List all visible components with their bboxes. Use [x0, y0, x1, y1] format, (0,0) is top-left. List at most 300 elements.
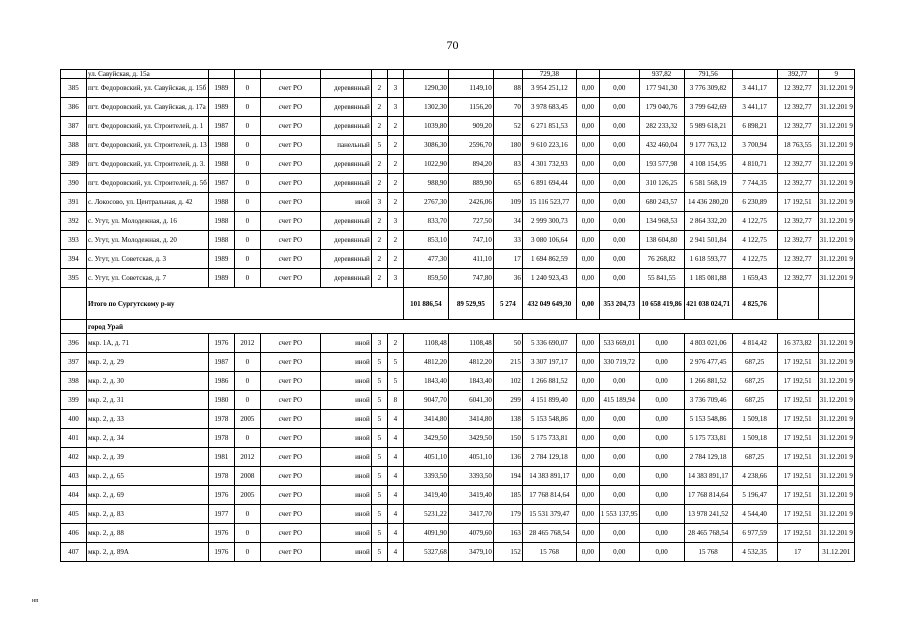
cell-ar2: 747,10	[448, 231, 493, 250]
cell-n: 386	[61, 98, 87, 117]
cell-c5: 6 898,21	[732, 117, 777, 136]
table-row	[61, 486, 855, 505]
cell-c3: 0,00	[639, 353, 684, 372]
cell-c4: 15 768	[684, 543, 732, 562]
cell-en: 2	[387, 334, 403, 353]
cell-rep: 2008	[234, 467, 260, 486]
cell-en: 3	[387, 79, 403, 98]
cell-ar: 9047,70	[403, 391, 448, 410]
cell-ar2: 3417,70	[448, 505, 493, 524]
cell-tot: 9 610 223,16	[522, 136, 576, 155]
cell-fl: 3	[371, 193, 387, 212]
cell-dt: 31.12.201 9	[818, 505, 854, 524]
cell-n: 385	[61, 79, 87, 98]
cell-ar: 477,30	[403, 250, 448, 269]
cell-fl: 5	[371, 467, 387, 486]
cell-c5: 4 122,75	[732, 212, 777, 231]
cell-method	[260, 70, 320, 79]
cell-tot: 3 978 683,45	[522, 98, 576, 117]
cell-ar2: 3479,10	[448, 543, 493, 562]
cell-c3: 0,00	[639, 524, 684, 543]
cell-c1: 0,00	[576, 391, 599, 410]
cell-tot: 14 383 891,17	[522, 467, 576, 486]
cell-dt: 31.12.201 9	[818, 231, 854, 250]
cell-ar2: 889,90	[448, 174, 493, 193]
cell-tot: 15 116 523,77	[522, 193, 576, 212]
cell-tot: 5 336 690,07	[522, 334, 576, 353]
cell-en: 4	[387, 543, 403, 562]
cell-method: счет РО	[260, 231, 320, 250]
cell-c4: 28 465 768,54	[684, 524, 732, 543]
cell-fl: 2	[371, 269, 387, 288]
cell-en: 5	[387, 353, 403, 372]
cell-c2: 0,00	[599, 212, 639, 231]
cell-c3: 0,00	[639, 429, 684, 448]
cell-pp: 185	[493, 486, 522, 505]
cell-c1: 0,00	[576, 372, 599, 391]
cell-c5: 4 544,40	[732, 505, 777, 524]
cell-year: 1976	[208, 543, 234, 562]
cell-tot: 15 768	[522, 543, 576, 562]
cell-dt: 31.12.201 9	[818, 98, 854, 117]
cell-n: 391	[61, 193, 87, 212]
cell-addr: мкр. 2, д. 88	[87, 524, 209, 543]
cell-en: 2	[387, 117, 403, 136]
cell-c3: 937,82	[639, 70, 684, 79]
cell-ar2: 4812,20	[448, 353, 493, 372]
cell-mat: деревянный	[320, 98, 371, 117]
table-row	[61, 117, 855, 136]
cell-addr: мкр. 2, д. 33	[87, 410, 209, 429]
cell-c1: 0,00	[576, 467, 599, 486]
cell-addr: мкр. 2, д. 30	[87, 372, 209, 391]
cell-dt: 31.12.201 9	[818, 524, 854, 543]
cell-n: 387	[61, 117, 87, 136]
cell-fl	[371, 70, 387, 79]
cell-n: 396	[61, 334, 87, 353]
cell-c5: 5 196,47	[732, 486, 777, 505]
cell-pp	[493, 70, 522, 79]
cell-pp: 180	[493, 136, 522, 155]
cell-ar2: 3429,50	[448, 429, 493, 448]
cell-pp: 17	[493, 250, 522, 269]
cell-c2: 0,00	[599, 231, 639, 250]
cell-n: 399	[61, 391, 87, 410]
cell-method: счет РО	[260, 410, 320, 429]
cell-mat: иной	[320, 372, 371, 391]
cell-c5: 687,25	[732, 391, 777, 410]
cell-method: счет РО	[260, 467, 320, 486]
cell-c2: 0,00	[599, 486, 639, 505]
cell-en: 2	[387, 193, 403, 212]
cell-c1: 0,00	[576, 155, 599, 174]
cell-n: 395	[61, 269, 87, 288]
cell-tot: 729,38	[522, 70, 576, 79]
cell-addr: мкр. 2, д. 69	[87, 486, 209, 505]
table-row	[61, 391, 855, 410]
cell-c6: 17 192,51	[777, 372, 818, 391]
cell-n	[61, 70, 87, 79]
cell-c4: 6 581 568,19	[684, 174, 732, 193]
cell-method: счет РО	[260, 391, 320, 410]
cell-c6: 12 392,77	[777, 212, 818, 231]
cell-dt: 31.12.201 9	[818, 250, 854, 269]
cell-mat: иной	[320, 410, 371, 429]
cell-fl: 5	[371, 486, 387, 505]
cell-ar2: 3414,80	[448, 410, 493, 429]
cell-tot: 17 768 814,64	[522, 486, 576, 505]
cell-dt: 9	[818, 70, 854, 79]
cell-c1: 0,00	[576, 269, 599, 288]
cell-c6: 12 392,77	[777, 250, 818, 269]
cell-c5: 3 441,17	[732, 98, 777, 117]
cell-c6: 17 192,51	[777, 448, 818, 467]
cell-rep: 0	[234, 212, 260, 231]
cell-year: 1986	[208, 372, 234, 391]
total-c2: 353 204,73	[599, 288, 639, 320]
cell-year: 1989	[208, 269, 234, 288]
cell-c1: 0,00	[576, 174, 599, 193]
cell-pp: 194	[493, 467, 522, 486]
cell-mat: деревянный	[320, 250, 371, 269]
cell-c5: 4 238,66	[732, 467, 777, 486]
cell-ar: 4051,10	[403, 448, 448, 467]
cell-addr: с. Угут, ул. Советская, д. 3	[87, 250, 209, 269]
cell-mat: иной	[320, 486, 371, 505]
cell-c5: 4 122,75	[732, 231, 777, 250]
cell-c3: 134 968,53	[639, 212, 684, 231]
cell-n: 397	[61, 353, 87, 372]
cell-c4: 4 803 021,06	[684, 334, 732, 353]
cell-c3: 76 268,82	[639, 250, 684, 269]
cell-c2	[599, 70, 639, 79]
cell-c4: 9 177 763,12	[684, 136, 732, 155]
cell-rep: 0	[234, 136, 260, 155]
cell-ar: 3086,30	[403, 136, 448, 155]
cell-c4: 2 864 332,20	[684, 212, 732, 231]
cell-c1: 0,00	[576, 250, 599, 269]
cell-addr: мкр. 2, д. 39	[87, 448, 209, 467]
cell-mat	[320, 70, 371, 79]
cell-c3: 0,00	[639, 448, 684, 467]
cell-ar2	[448, 70, 493, 79]
cell-pp: 52	[493, 117, 522, 136]
cell-c1: 0,00	[576, 193, 599, 212]
cell-c2: 0,00	[599, 136, 639, 155]
cell-method: счет РО	[260, 448, 320, 467]
cell-mat: иной	[320, 524, 371, 543]
cell-pp: 65	[493, 174, 522, 193]
cell-c1: 0,00	[576, 136, 599, 155]
cell-dt: 31.12.201 9	[818, 448, 854, 467]
total-c4: 421 038 024,71	[684, 288, 732, 320]
cell-c2: 0,00	[599, 174, 639, 193]
cell-fl: 5	[371, 543, 387, 562]
cell-year: 1988	[208, 193, 234, 212]
cell-c1: 0,00	[576, 524, 599, 543]
cell-fl: 2	[371, 250, 387, 269]
cell-c3: 282 233,32	[639, 117, 684, 136]
cell-addr: с. Угут, ул. Советская, д. 7	[87, 269, 209, 288]
cell-en: 8	[387, 391, 403, 410]
cell-c2: 0,00	[599, 429, 639, 448]
cell-rep: 0	[234, 524, 260, 543]
cell-tot: 2 784 129,18	[522, 448, 576, 467]
cell-c4: 3 799 642,69	[684, 98, 732, 117]
total-area: 101 886,54	[403, 288, 448, 320]
cell-ar: 1290,30	[403, 79, 448, 98]
cell-n: 407	[61, 543, 87, 562]
cell-pp: 70	[493, 98, 522, 117]
cell-rep: 0	[234, 353, 260, 372]
cell-c3: 0,00	[639, 505, 684, 524]
cell-mat: панельный	[320, 136, 371, 155]
cell-en: 4	[387, 448, 403, 467]
cell-tot: 28 465 768,54	[522, 524, 576, 543]
cell-pp: 34	[493, 212, 522, 231]
cell-tot: 4 151 899,40	[522, 391, 576, 410]
cell-en: 4	[387, 505, 403, 524]
cell-dt: 31.12.201 9	[818, 193, 854, 212]
cell-year: 1978	[208, 410, 234, 429]
cell-en: 2	[387, 136, 403, 155]
cell-addr: ул. Савуйская, д. 15а	[87, 70, 209, 79]
cell-en: 2	[387, 250, 403, 269]
total-label: Итого по Сургутскому р-ну	[87, 288, 404, 320]
cell-c6: 17 192,51	[777, 391, 818, 410]
cell-c2: 0,00	[599, 269, 639, 288]
cell-method: счет РО	[260, 212, 320, 231]
cell-c2: 0,00	[599, 250, 639, 269]
cell-tot: 3 954 251,12	[522, 79, 576, 98]
cell-c2: 0,00	[599, 117, 639, 136]
cell-n: 388	[61, 136, 87, 155]
cell-mat: деревянный	[320, 174, 371, 193]
cell-fl: 5	[371, 429, 387, 448]
cell-pp: 163	[493, 524, 522, 543]
cell-method: счет РО	[260, 155, 320, 174]
cell-c3: 177 941,30	[639, 79, 684, 98]
cell-c5: 6 230,89	[732, 193, 777, 212]
cell-ar2: 411,10	[448, 250, 493, 269]
table-row	[61, 231, 855, 250]
cell-c6: 17 192,51	[777, 410, 818, 429]
cell-fl: 5	[371, 505, 387, 524]
cell-pp: 299	[493, 391, 522, 410]
cell-rep: 0	[234, 505, 260, 524]
cell-rep: 0	[234, 98, 260, 117]
cell-ar2: 2596,70	[448, 136, 493, 155]
cell-year: 1989	[208, 250, 234, 269]
cell-year: 1988	[208, 231, 234, 250]
cell-method: счет РО	[260, 136, 320, 155]
cell-en: 4	[387, 429, 403, 448]
cell-dt: 31.12.201 9	[818, 136, 854, 155]
total-residents: 5 274	[493, 288, 522, 320]
cell-method: счет РО	[260, 117, 320, 136]
cell-dt: 31.12.201 9	[818, 429, 854, 448]
cell-ar: 4091,90	[403, 524, 448, 543]
total-block	[61, 288, 855, 334]
cell-c6: 17 192,51	[777, 193, 818, 212]
cell-ar: 3414,80	[403, 410, 448, 429]
cell-c2: 0,00	[599, 79, 639, 98]
cell-method: счет РО	[260, 98, 320, 117]
cell-ar2: 894,20	[448, 155, 493, 174]
cell-method: счет РО	[260, 250, 320, 269]
cell-c6: 12 392,77	[777, 174, 818, 193]
cell-addr: мкр. 2, д. 65	[87, 467, 209, 486]
cell-c4: 2 976 477,45	[684, 353, 732, 372]
table-row	[61, 98, 855, 117]
cell-c4: 14 383 891,17	[684, 467, 732, 486]
cell-pp: 215	[493, 353, 522, 372]
cell-ar: 1039,80	[403, 117, 448, 136]
cell-pp: 152	[493, 543, 522, 562]
cell-ar: 988,90	[403, 174, 448, 193]
footer-mark: нп	[32, 598, 39, 604]
cell-c3: 432 460,04	[639, 136, 684, 155]
cell-c4: 1 618 593,77	[684, 250, 732, 269]
cell-c4: 2 784 129,18	[684, 448, 732, 467]
cell-c3: 0,00	[639, 467, 684, 486]
cell-en: 4	[387, 486, 403, 505]
cell-c1: 0,00	[576, 231, 599, 250]
cell-ar: 1022,90	[403, 155, 448, 174]
cell-year: 1989	[208, 98, 234, 117]
cell-year: 1987	[208, 353, 234, 372]
cell-c6: 12 392,77	[777, 79, 818, 98]
cell-tot: 4 301 732,93	[522, 155, 576, 174]
cell-c3: 0,00	[639, 372, 684, 391]
cell-addr: пгт. Федоровский, ул. Савуйская, д. 15б	[87, 79, 209, 98]
cell-c4: 14 436 280,20	[684, 193, 732, 212]
total-row	[61, 288, 855, 320]
cell-c6: 17 192,51	[777, 429, 818, 448]
cell-fl: 5	[371, 391, 387, 410]
cell-pp: 33	[493, 231, 522, 250]
cell-c3: 0,00	[639, 334, 684, 353]
cell-c1: 0,00	[576, 486, 599, 505]
cell-ar: 3429,50	[403, 429, 448, 448]
cell-n: 393	[61, 231, 87, 250]
cell-rep: 0	[234, 79, 260, 98]
table-row	[61, 429, 855, 448]
cell-tot: 3 307 197,17	[522, 353, 576, 372]
cell-c1: 0,00	[576, 212, 599, 231]
table-row	[61, 79, 855, 98]
total-area-living: 89 529,95	[448, 288, 493, 320]
page-number: 70	[446, 38, 459, 52]
cell-n: 389	[61, 155, 87, 174]
cell-c3: 0,00	[639, 391, 684, 410]
cell-year: 1987	[208, 174, 234, 193]
cell-dt: 31.12.201 9	[818, 212, 854, 231]
cell-method: счет РО	[260, 505, 320, 524]
cell-ar: 3419,40	[403, 486, 448, 505]
cell-ar: 853,10	[403, 231, 448, 250]
cell-dt: 31.12.201 9	[818, 391, 854, 410]
cell-tot: 1 266 881,52	[522, 372, 576, 391]
cell-c2: 1 553 137,95	[599, 505, 639, 524]
cell-method: счет РО	[260, 486, 320, 505]
cell-c5: 4 814,42	[732, 334, 777, 353]
cell-en: 2	[387, 155, 403, 174]
cell-fl: 2	[371, 231, 387, 250]
cell-c3: 680 243,57	[639, 193, 684, 212]
cell-method: счет РО	[260, 353, 320, 372]
cell-addr: пгт. Федоровский, ул. Строителей, д. 13	[87, 136, 209, 155]
cell-dt: 31.12.201 9	[818, 353, 854, 372]
cell-en: 3	[387, 212, 403, 231]
cell-fl: 5	[371, 353, 387, 372]
cell-rep: 0	[234, 391, 260, 410]
cell-method: счет РО	[260, 543, 320, 562]
cell-rep: 0	[234, 193, 260, 212]
cell-mat: иной	[320, 543, 371, 562]
cell-addr: мкр. 2, д. 89А	[87, 543, 209, 562]
cell-c4: 17 768 814,64	[684, 486, 732, 505]
cell-c2: 0,00	[599, 98, 639, 117]
cell-method: счет РО	[260, 269, 320, 288]
cell-c4: 2 941 501,84	[684, 231, 732, 250]
cell-en: 4	[387, 524, 403, 543]
cell-year: 1978	[208, 467, 234, 486]
cell-ar2: 4079,60	[448, 524, 493, 543]
cell-addr: мкр. 2, д. 31	[87, 391, 209, 410]
cell-c6: 12 392,77	[777, 231, 818, 250]
cell-c6: 17 192,51	[777, 505, 818, 524]
total-c5: 4 825,76	[732, 288, 777, 320]
cell-rep: 0	[234, 543, 260, 562]
cell-n: 401	[61, 429, 87, 448]
cell-ar2: 3419,40	[448, 486, 493, 505]
table-row	[61, 353, 855, 372]
cell-c3: 310 126,25	[639, 174, 684, 193]
cell-ar: 1108,48	[403, 334, 448, 353]
cell-ar: 3393,50	[403, 467, 448, 486]
cell-n: 406	[61, 524, 87, 543]
cell-rep: 0	[234, 155, 260, 174]
cell-pp: 36	[493, 269, 522, 288]
cell-c6: 392,77	[777, 70, 818, 79]
cell-mat: деревянный	[320, 231, 371, 250]
section-title: город Урай	[87, 320, 855, 334]
cell-en	[387, 70, 403, 79]
cell-c5: 1 509,18	[732, 410, 777, 429]
cell-method: счет РО	[260, 193, 320, 212]
cell-n: 402	[61, 448, 87, 467]
cell-en: 3	[387, 269, 403, 288]
table-row	[61, 155, 855, 174]
cell-c5: 6 977,59	[732, 524, 777, 543]
cell-addr: мкр. 2, д. 83	[87, 505, 209, 524]
table-row	[61, 524, 855, 543]
cell-pp: 150	[493, 429, 522, 448]
cell-c2: 330 719,72	[599, 353, 639, 372]
cell-en: 2	[387, 231, 403, 250]
cell-c2: 0,00	[599, 410, 639, 429]
cell-c2: 0,00	[599, 467, 639, 486]
cell-addr: мкр. 1А, д. 71	[87, 334, 209, 353]
cell-c6: 17 192,51	[777, 524, 818, 543]
cell-mat: иной	[320, 334, 371, 353]
cell-fl: 5	[371, 136, 387, 155]
cell-addr: пгт. Федоровский, ул. Строителей, д. 5б	[87, 174, 209, 193]
cell-pp: 138	[493, 410, 522, 429]
cell-tot: 6 271 851,53	[522, 117, 576, 136]
housing-register-table	[60, 69, 855, 562]
